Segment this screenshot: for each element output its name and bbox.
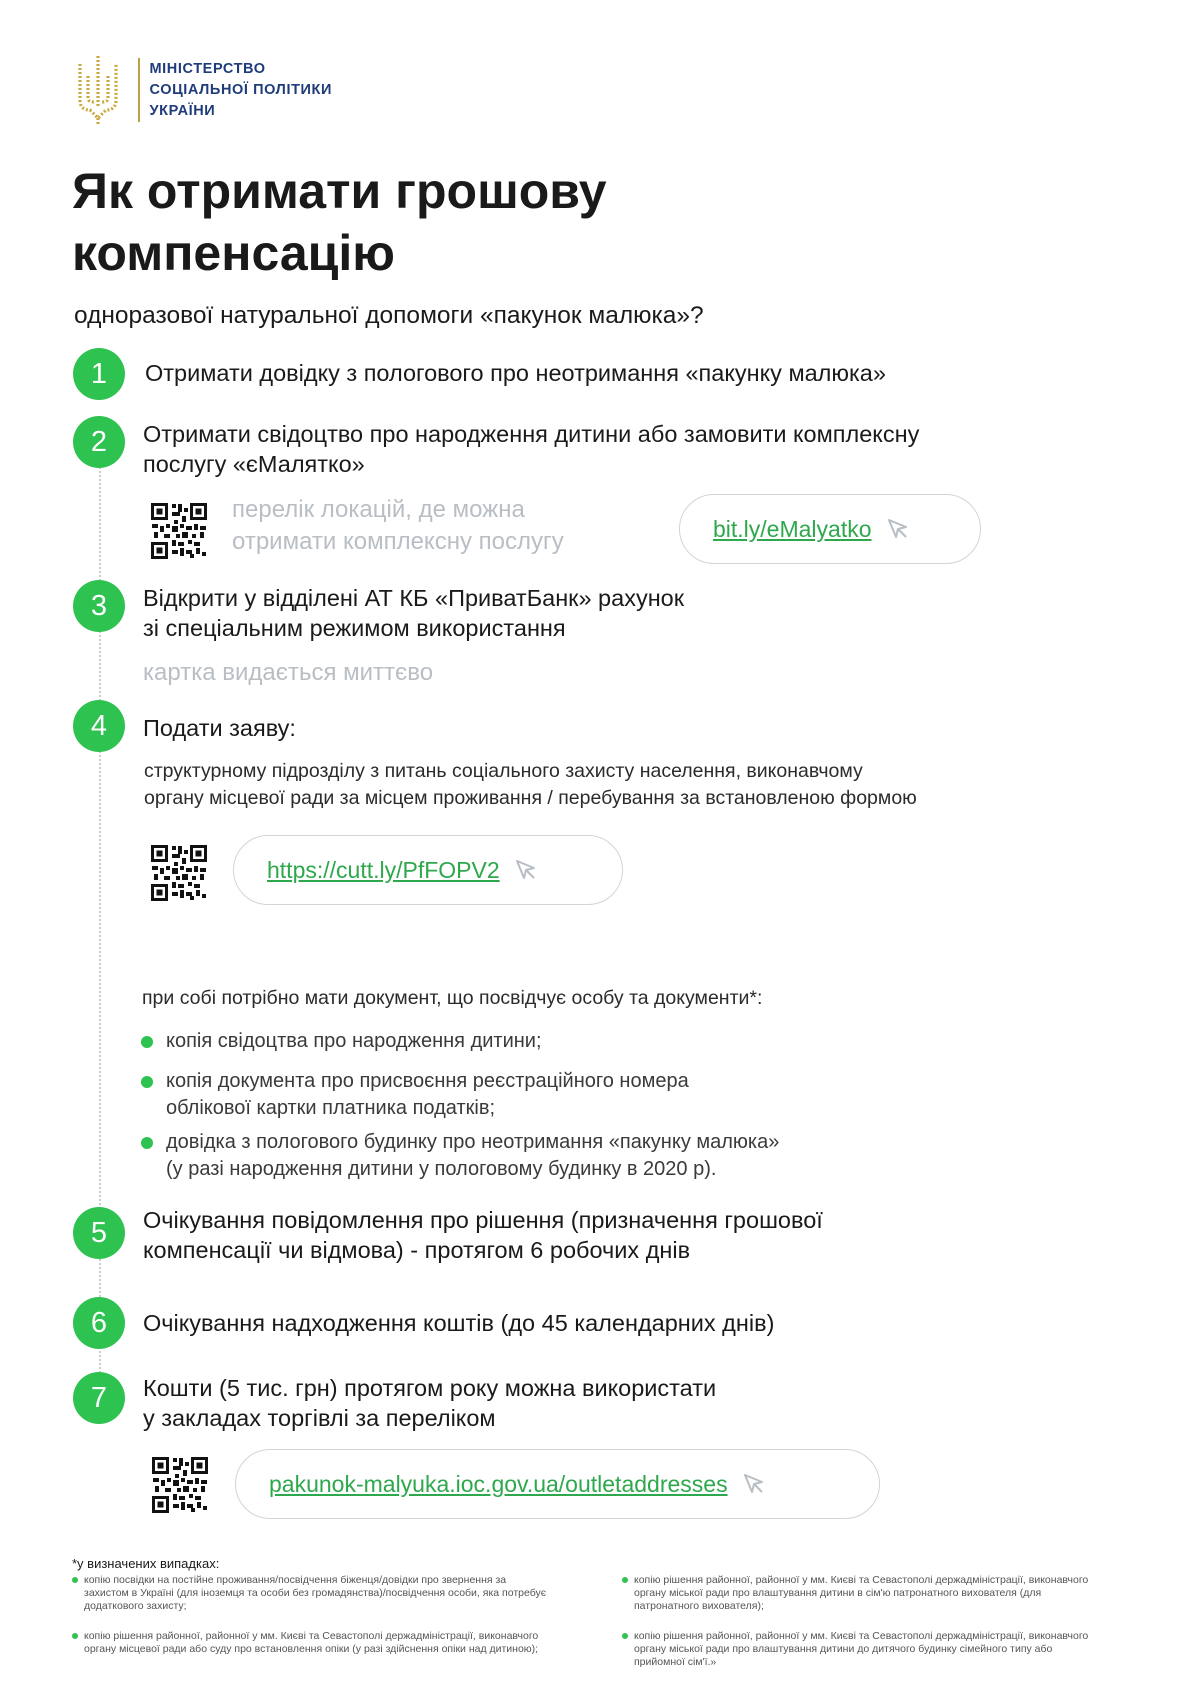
step-1-text: Отримати довідку з пологового про неотримання «пакунку малюка» [145, 360, 886, 386]
step-4-number: 4 [73, 700, 125, 752]
emalyatko-link[interactable]: bit.ly/eMalyatko [713, 515, 872, 542]
footnote-item [622, 1574, 1102, 1613]
doc-2-line-1: копія документа про присвоєння реєстраційного номера [166, 1070, 689, 1092]
footnote-item [72, 1574, 552, 1613]
emalyatko-link-pill[interactable] [679, 494, 981, 564]
step-2-note-line-1: перелік локацій, де можна [232, 496, 525, 523]
footnote-text: копію рішення районної, районної у мм. Києві та Севастополі держадміністрації, виконавчого органу міської ради про влаштування дитини до дитячого будинку сімейного типу або прийомної сім'ї.» [634, 1630, 1089, 1668]
step-2-number: 2 [73, 416, 125, 468]
step-4-detail-line-2: органу місцевої ради за місцем проживання / перебування за встановленою формою [144, 787, 917, 809]
outlet-addresses-link[interactable]: pakunok-malyuka.ioc.gov.ua/outletaddresses [269, 1470, 728, 1497]
step-7-line-2: у закладах торгівлі за переліком [143, 1405, 496, 1431]
step-3-number: 3 [73, 580, 125, 632]
step-7-text [143, 1373, 716, 1433]
step-4-qr-code-icon [150, 844, 208, 902]
step-2-note [232, 494, 564, 558]
outlet-addresses-link-pill[interactable] [235, 1449, 880, 1519]
step-2-qr-code-icon [150, 502, 208, 560]
step-5-text [143, 1205, 823, 1265]
doc-3-line-1: довідка з пологового будинку про неотримання «пакунку малюка» [166, 1131, 780, 1153]
step-4-detail [144, 758, 917, 812]
page-title [72, 160, 972, 284]
trident-emblem-icon [72, 52, 124, 128]
bullet-dot [72, 1577, 78, 1583]
cursor-icon [886, 517, 910, 541]
step-1-number: 1 [73, 348, 125, 400]
step-5-line-1: Очікування повідомлення про рішення (призначення грошової [143, 1207, 823, 1233]
cursor-icon [742, 1472, 766, 1496]
application-form-link[interactable]: https://cutt.ly/PfFOPV2 [267, 856, 500, 883]
ministry-line-1: МІНІСТЕРСТВО [149, 60, 266, 77]
step-2-line-2: послугу «єМалятко» [143, 451, 365, 477]
cursor-icon [514, 858, 538, 882]
step-4-detail-line-1: структурному підрозділу з питань соціального захисту населення, виконавчому [144, 760, 863, 782]
footnotes-heading: *у визначених випадках: [72, 1556, 220, 1571]
bullet-dot [72, 1633, 78, 1639]
bullet-dot [141, 1137, 153, 1149]
title-line-1: Як отримати грошову [72, 163, 607, 219]
footnote-text: копію посвідки на постійне проживання/посвідчення біженця/довідки про звернення за захистом в Україні (для іноземця та особи без громадянства)/посвідчення особи, яка потребує додаткового захисту; [84, 1574, 547, 1612]
step-5-line-2: компенсації чи відмова) - протягом 6 робочих днів [143, 1237, 691, 1263]
title-line-2: компенсацію [72, 225, 395, 281]
ministry-line-2: СОЦІАЛЬНОЇ ПОЛІТИКИ [149, 81, 333, 98]
footnote-item [622, 1630, 1102, 1669]
doc-1-line-1: копія свідоцтва про народження дитини; [166, 1030, 542, 1052]
bullet-dot [622, 1577, 628, 1583]
list-item [141, 1129, 779, 1183]
bullet-dot [622, 1633, 628, 1639]
step-3-line-1: Відкрити у відділені АТ КБ «ПриватБанк» рахунок [143, 585, 685, 611]
doc-3-line-2: (у разі народження дитини у пологовому будинку в 2020 р). [166, 1158, 717, 1180]
step-2-note-line-2: отримати комплексну послугу [232, 528, 564, 555]
header-divider [138, 58, 140, 122]
footnote-item [72, 1630, 552, 1656]
step-6-number: 6 [73, 1297, 125, 1349]
step-5-number: 5 [73, 1207, 125, 1259]
step-7-number: 7 [73, 1372, 125, 1424]
step-3-note: картка видається миттєво [143, 659, 434, 686]
step-3-line-2: зі спеціальним режимом використання [143, 615, 566, 641]
page-subtitle: одноразової натуральної допомоги «пакунок малюка»? [74, 302, 704, 329]
doc-2-line-2: облікової картки платника податків; [166, 1097, 495, 1119]
list-item [141, 1028, 542, 1055]
ministry-header [72, 52, 332, 128]
footnote-text: копію рішення районної, районної у мм. Києві та Севастополі держадміністрації, виконавчого органу міської ради про влаштування дитини в сім'ю патронатного вихователя (для патронатного вихователя); [634, 1574, 1089, 1612]
application-form-link-pill[interactable] [233, 835, 623, 905]
step-2-text [143, 419, 919, 479]
step-4-docs-intro: при собі потрібно мати документ, що посвідчує особу та документи*: [142, 987, 763, 1009]
step-7-qr-code-icon [151, 1456, 209, 1514]
step-7-line-1: Кошти (5 тис. грн) протягом року можна використати [143, 1375, 717, 1401]
list-item [141, 1068, 689, 1122]
step-3-text [143, 583, 684, 643]
ministry-line-3: УКРАЇНИ [149, 102, 216, 119]
bullet-dot [141, 1076, 153, 1088]
step-6-text: Очікування надходження коштів (до 45 календарних днів) [143, 1310, 775, 1336]
step-4-text: Подати заяву: [143, 715, 296, 741]
bullet-dot [141, 1036, 153, 1048]
footnote-text: копію рішення районної, районної у мм. Києві та Севастополі держадміністрації, виконавчого органу місцевої ради або суду про встановлення опіки (у разі здійснення опіки над дитиною); [84, 1630, 539, 1655]
step-2-line-1: Отримати свідоцтво про народження дитини або замовити комплексну [143, 421, 920, 447]
ministry-name [150, 59, 333, 122]
